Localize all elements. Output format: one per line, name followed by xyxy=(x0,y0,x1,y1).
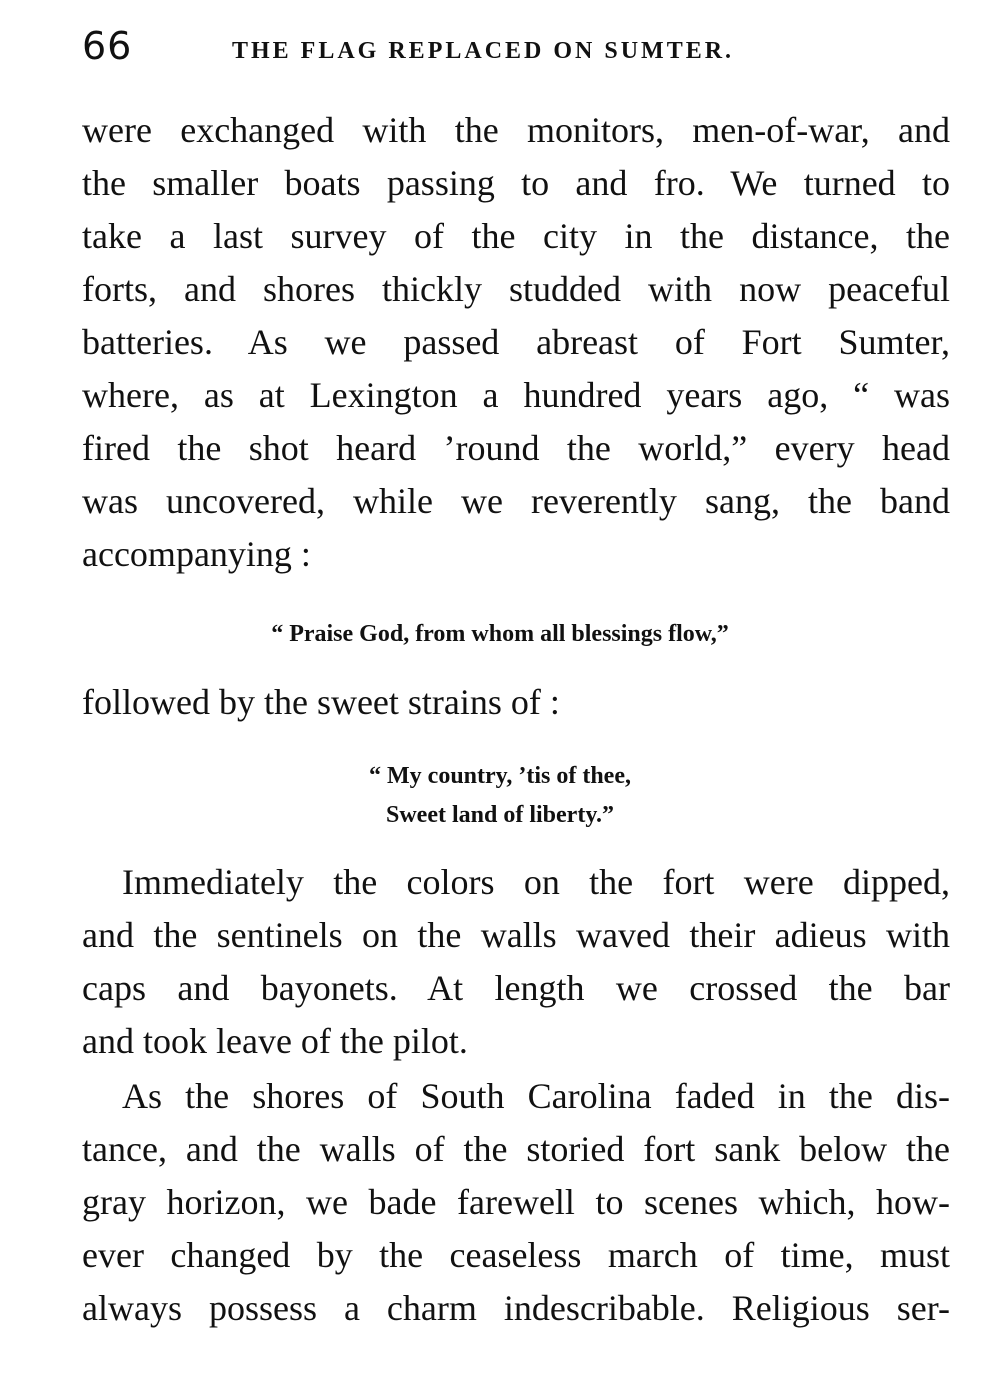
paragraph-3 xyxy=(82,856,950,1068)
page-number: 66 xyxy=(82,24,133,68)
text-line: always possess a charm indescribable. Religious ser- xyxy=(82,1288,950,1328)
paragraph-1 xyxy=(82,104,950,581)
text-line: where, as at Lexington a hundred years ago, “ was xyxy=(82,375,950,415)
hymn-quote: “ Praise God, from whom all blessings flow,” xyxy=(271,621,729,647)
running-title: THE FLAG REPLACED ON SUMTER. xyxy=(232,38,735,64)
song-quote-line-2: Sweet land of liberty.” xyxy=(386,802,614,828)
text-line: ever changed by the ceaseless march of time, must xyxy=(82,1235,950,1275)
text-line: were exchanged with the monitors, men-of-war, and xyxy=(82,110,950,150)
text-line: Immediately the colors on the fort were dipped, xyxy=(122,862,950,902)
text-line: and the sentinels on the walls waved their adieus with xyxy=(82,915,950,955)
text-line: was uncovered, while we reverently sang, the band xyxy=(82,481,950,521)
text-line: batteries. As we passed abreast of Fort Sumter, xyxy=(82,322,950,362)
text-line: tance, and the walls of the storied fort sank below the xyxy=(82,1129,950,1169)
text-line: forts, and shores thickly studded with now peaceful xyxy=(82,269,950,309)
text-line: As the shores of South Carolina faded in the dis- xyxy=(122,1076,950,1116)
text-line: gray horizon, we bade farewell to scenes which, how- xyxy=(82,1182,950,1222)
paragraph-2 xyxy=(82,676,950,729)
text-line: followed by the sweet strains of : xyxy=(82,682,560,722)
text-line: the smaller boats passing to and fro. We turned to xyxy=(82,163,950,203)
paragraph-4 xyxy=(82,1070,950,1335)
text-line: accompanying : xyxy=(82,534,311,574)
song-quote-line-1: “ My country, ’tis of thee, xyxy=(369,763,631,789)
text-line: and took leave of the pilot. xyxy=(82,1021,468,1061)
text-line: take a last survey of the city in the distance, the xyxy=(82,216,950,256)
text-line: caps and bayonets. At length we crossed the bar xyxy=(82,968,950,1008)
text-line: fired the shot heard ’round the world,” every head xyxy=(82,428,950,468)
